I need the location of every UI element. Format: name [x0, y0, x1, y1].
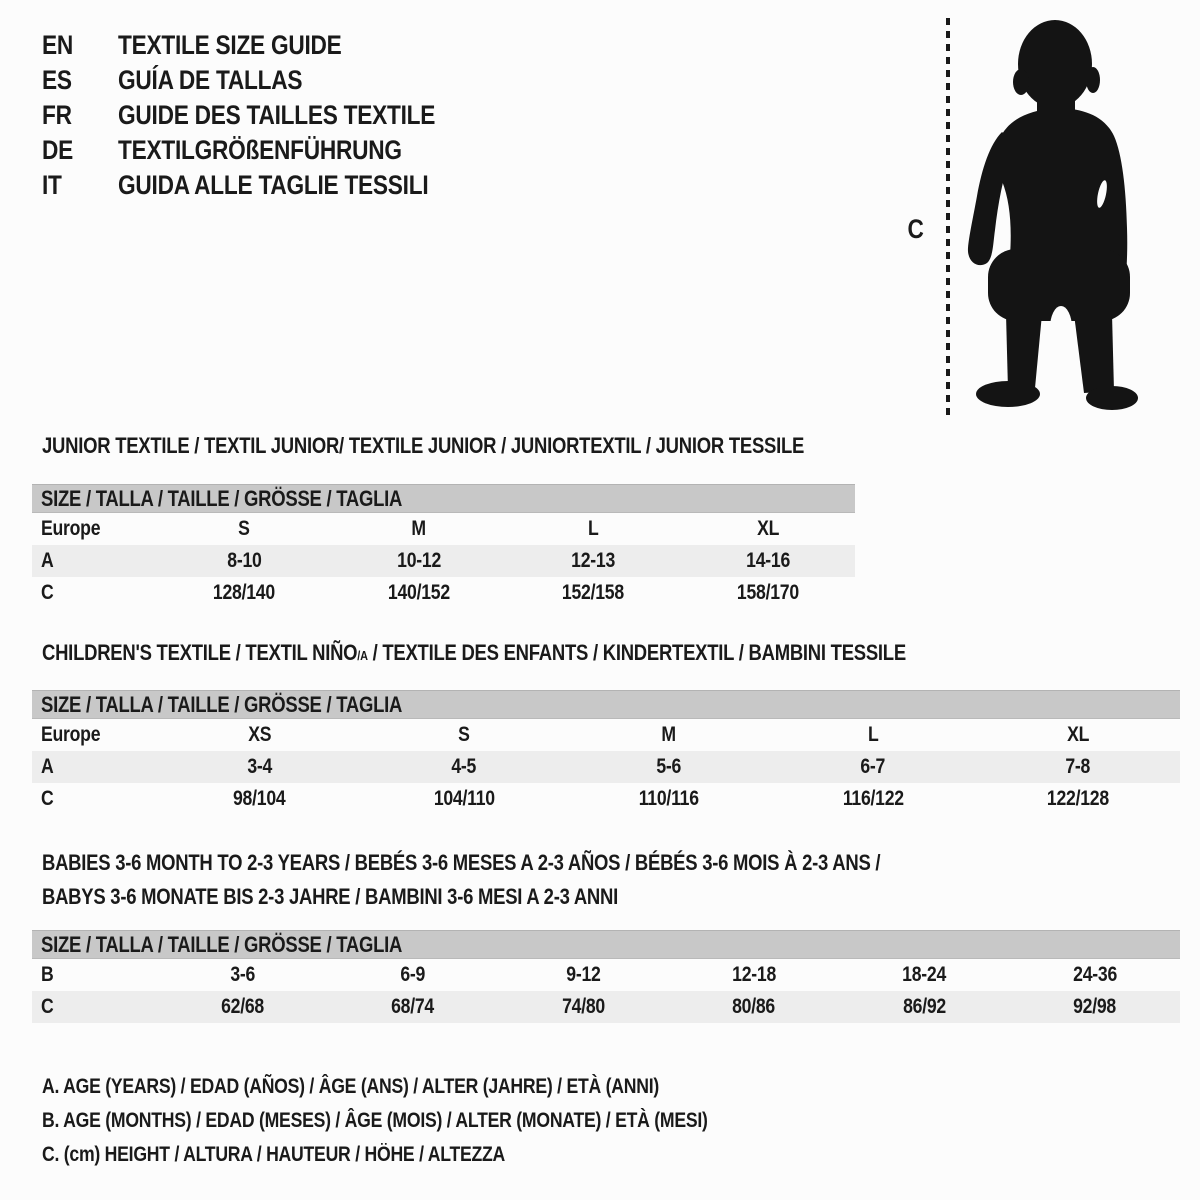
measure-c-label: C	[907, 214, 924, 244]
size-bar-label: SIZE / TALLA / TAILLE / GRÖSSE / TAGLIA	[41, 931, 403, 957]
table-cell: 12-18	[731, 963, 776, 986]
legend-line-c: C. (cm) HEIGHT / ALTURA / HAUTEUR / HÖHE / ALTEZZA	[42, 1143, 506, 1166]
table-cell: 24-36	[1072, 963, 1117, 986]
table-cell: 6-9	[400, 963, 426, 986]
table-cell: 6-7	[860, 755, 886, 778]
children-title-prefix: CHILDREN'S TEXTILE / TEXTIL NIÑO	[42, 640, 358, 665]
table-cell: Europe	[41, 723, 101, 746]
lang-code: EN	[42, 30, 74, 60]
table-cell: 3-4	[246, 755, 272, 778]
table-row-height	[32, 783, 1180, 815]
height-measure-line	[946, 18, 950, 416]
table-row-sizes	[32, 719, 1180, 751]
size-header-bar	[32, 484, 855, 513]
table-cell: S	[238, 517, 251, 540]
table-cell: 8-10	[227, 549, 262, 572]
table-cell: 104/110	[433, 787, 495, 810]
lang-code: FR	[42, 100, 72, 130]
table-cell: 12-13	[571, 549, 616, 572]
baby-silhouette-icon	[962, 16, 1140, 420]
children-size-table	[32, 690, 1180, 815]
legend-line-b: B. AGE (MONTHS) / EDAD (MESES) / ÂGE (MOIS) / ALTER (MONATE) / ETÀ (MESI)	[42, 1109, 708, 1132]
table-cell: 152/158	[562, 581, 625, 604]
table-cell: A	[41, 755, 54, 778]
table-cell: 86/92	[902, 995, 946, 1018]
table-cell: 158/170	[736, 581, 799, 604]
legend-block	[42, 1070, 834, 1172]
table-cell: 110/116	[638, 787, 699, 810]
table-cell: A	[41, 549, 54, 572]
lang-code: DE	[42, 135, 74, 165]
babies-section-title	[42, 846, 1040, 914]
table-row-months	[32, 959, 1180, 991]
table-cell: S	[458, 723, 470, 746]
children-title-sub: /A	[357, 648, 368, 663]
lang-title: GUIDA ALLE TAGLIE TESSILI	[118, 170, 429, 200]
babies-title-line1: BABIES 3-6 MONTH TO 2-3 YEARS / BEBÉS 3-6 MESES A 2-3 AÑOS / BÉBÉS 3-6 MOIS À 2-3 ANS /	[42, 850, 881, 875]
table-cell: XS	[247, 723, 271, 746]
table-cell: Europe	[41, 517, 101, 540]
table-cell: 98/104	[233, 787, 286, 810]
table-cell: 128/140	[213, 581, 276, 604]
babies-title-line2: BABYS 3-6 MONATE BIS 2-3 JAHRE / BAMBINI 3-6 MESI A 2-3 ANNI	[42, 884, 618, 909]
lang-title: GUIDE DES TAILLES TEXTILE	[118, 100, 436, 130]
table-cell: 14-16	[745, 549, 790, 572]
table-cell: 4-5	[451, 755, 477, 778]
table-cell: 3-6	[229, 963, 255, 986]
table-cell: 68/74	[391, 995, 435, 1018]
lang-title: TEXTILGRÖßENFÜHRUNG	[118, 135, 402, 165]
table-cell: 74/80	[561, 995, 605, 1018]
table-cell: 140/152	[387, 581, 450, 604]
table-row-height	[32, 991, 1180, 1023]
table-cell: 80/86	[732, 995, 776, 1018]
lang-row-es	[42, 63, 496, 98]
lang-row-en	[42, 28, 496, 63]
lang-code: ES	[42, 65, 72, 95]
size-bar-label: SIZE / TALLA / TAILLE / GRÖSSE / TAGLIA	[41, 485, 403, 511]
legend-line-a: A. AGE (YEARS) / EDAD (AÑOS) / ÂGE (ANS) / ALTER (JAHRE) / ETÀ (ANNI)	[42, 1075, 660, 1098]
table-cell: M	[661, 723, 676, 746]
size-header-bar	[32, 930, 1180, 959]
table-cell: 5-6	[656, 755, 681, 778]
table-cell: B	[41, 963, 54, 986]
table-cell: C	[41, 995, 54, 1018]
table-row-age	[32, 545, 855, 577]
table-cell: C	[41, 787, 54, 810]
size-bar-label: SIZE / TALLA / TAILLE / GRÖSSE / TAGLIA	[41, 691, 403, 717]
junior-section-title: JUNIOR TEXTILE / TEXTIL JUNIOR/ TEXTILE JUNIOR / JUNIORTEXTIL / JUNIOR TESSILE	[42, 433, 805, 458]
lang-row-fr	[42, 98, 496, 133]
lang-title: TEXTILE SIZE GUIDE	[118, 30, 342, 60]
table-cell: L	[867, 723, 879, 746]
table-cell: XL	[1066, 723, 1089, 746]
table-row-sizes	[32, 513, 855, 545]
table-cell: 10-12	[396, 549, 441, 572]
table-cell: L	[587, 517, 599, 540]
junior-size-table	[32, 484, 855, 609]
table-cell: 9-12	[566, 963, 601, 986]
lang-row-it	[42, 168, 496, 203]
table-cell: 18-24	[902, 963, 947, 986]
table-cell: 122/128	[1046, 787, 1109, 810]
table-cell: 7-8	[1065, 755, 1091, 778]
table-cell: XL	[756, 517, 779, 540]
table-cell: C	[41, 581, 54, 604]
table-cell: 62/68	[220, 995, 264, 1018]
size-header-bar	[32, 690, 1180, 719]
children-title-suffix: / TEXTILE DES ENFANTS / KINDERTEXTIL / BAMBINI TESSILE	[367, 640, 906, 665]
table-cell: 92/98	[1073, 995, 1117, 1018]
lang-title: GUÍA DE TALLAS	[118, 65, 303, 95]
lang-code: IT	[42, 170, 62, 200]
table-row-height	[32, 577, 855, 609]
babies-size-table	[32, 930, 1180, 1023]
language-title-block	[42, 28, 496, 203]
table-row-age	[32, 751, 1180, 783]
children-section-title	[42, 640, 906, 666]
table-cell: 116/122	[842, 787, 904, 810]
lang-row-de	[42, 133, 496, 168]
table-cell: M	[411, 517, 426, 540]
